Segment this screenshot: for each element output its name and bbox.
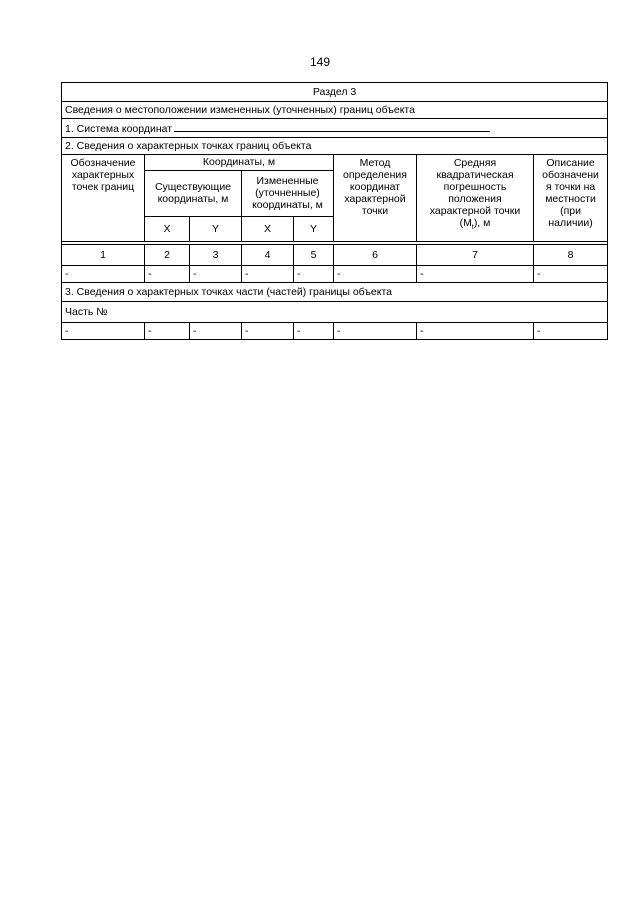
column-numbers-row xyxy=(62,245,608,266)
page-number: 149 xyxy=(309,55,331,69)
header-method: Метод определения координат характерной точки xyxy=(334,155,417,242)
column-number: 7 xyxy=(417,245,534,266)
table-cell: - xyxy=(534,323,608,340)
header-error: Средняя квадратическая погрешность положения характерной точки $(M_t)$, м xyxy=(417,155,534,242)
header-designation: Обозначение характерных точек границ xyxy=(62,155,145,242)
section-title: Раздел 3 xyxy=(62,83,608,102)
part-heading: 3. Сведения о характерных точках части (частей) границы объекта xyxy=(62,283,608,302)
table-cell: - xyxy=(334,266,417,283)
table-cell: - xyxy=(62,323,145,340)
column-number: 4 xyxy=(242,245,294,266)
table-row xyxy=(62,323,608,340)
header-changed-y: Y xyxy=(294,217,334,242)
table-cell: - xyxy=(417,266,534,283)
table-cell: - xyxy=(334,323,417,340)
coordinate-system-row xyxy=(62,119,608,138)
table-row xyxy=(62,266,608,283)
table-cell: - xyxy=(145,323,190,340)
header-existing-coordinates: Существующие координаты, м xyxy=(145,170,242,217)
boundary-points-table xyxy=(61,82,608,340)
header-existing-y: Y xyxy=(190,217,242,242)
error-formula: $(M_t)$, м xyxy=(459,217,491,232)
column-number: 1 xyxy=(62,245,145,266)
column-number: 8 xyxy=(534,245,608,266)
table-cell: - xyxy=(242,266,294,283)
points-heading: 2. Сведения о характерных точках границ объекта xyxy=(62,138,608,155)
table-cell: - xyxy=(190,266,242,283)
header-description: Описание обозначени я точки на местности (при наличии) xyxy=(534,155,608,242)
part-label: Часть № xyxy=(62,302,608,323)
table-cell: - xyxy=(145,266,190,283)
table-cell: - xyxy=(294,323,334,340)
header-changed-x: X xyxy=(242,217,294,242)
table-cell: - xyxy=(242,323,294,340)
table-cell: - xyxy=(190,323,242,340)
header-changed-coordinates: Измененные (уточненные) координаты, м xyxy=(242,170,334,217)
column-number: 5 xyxy=(294,245,334,266)
section-subtitle: Сведения о местоположении измененных (уточненных) границ объекта xyxy=(62,102,608,119)
column-number: 3 xyxy=(190,245,242,266)
header-existing-x: X xyxy=(145,217,190,242)
table-cell: - xyxy=(417,323,534,340)
coordinate-system-blank-line xyxy=(174,121,490,132)
column-number: 6 xyxy=(334,245,417,266)
coordinate-system-label: 1. Система координат xyxy=(65,123,173,135)
header-coordinates: Координаты, м xyxy=(145,155,334,171)
column-number: 2 xyxy=(145,245,190,266)
table-cell: - xyxy=(534,266,608,283)
table-cell: - xyxy=(294,266,334,283)
table-cell: - xyxy=(62,266,145,283)
